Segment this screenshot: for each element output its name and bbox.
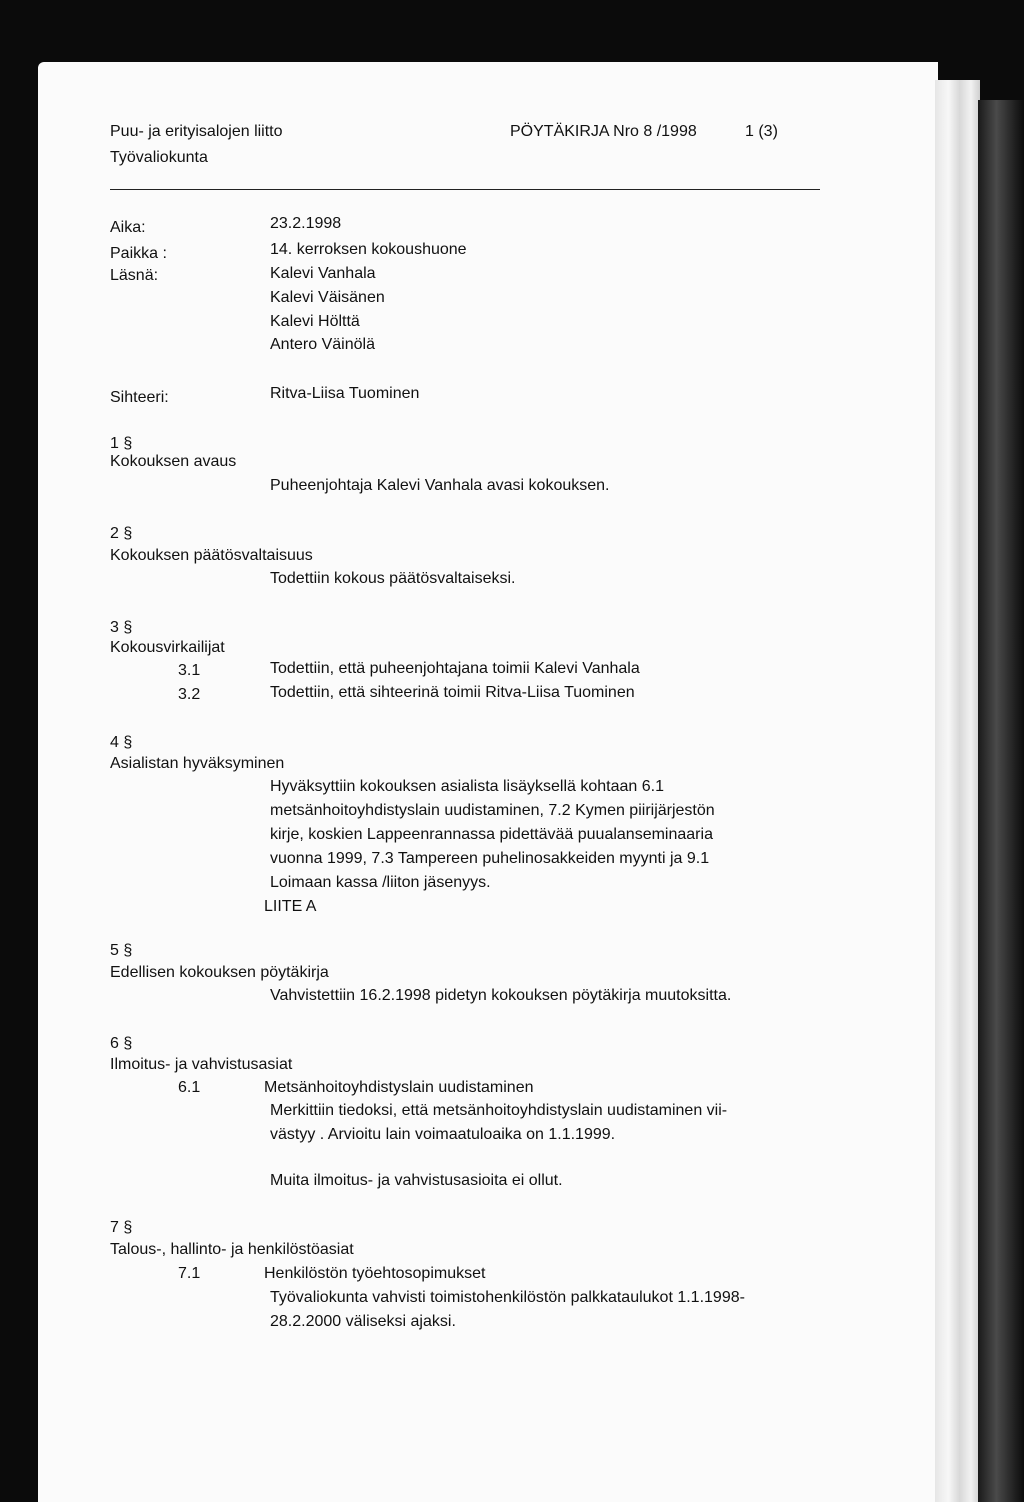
section-number: 1 § [110, 435, 133, 452]
place-value: 14. kerroksen kokoushuone [270, 241, 467, 258]
section-title: Kokouksen päätösvaltaisuus [110, 547, 313, 564]
section-number: 4 § [110, 734, 133, 751]
section-title: Talous-, hallinto- ja henkilöstöasiat [110, 1241, 354, 1258]
time-label: Aika: [110, 219, 146, 236]
section-text-line: vuonna 1999, 7.3 Tampereen puhelinosakkeiden myynti ja 9.1 [270, 850, 710, 867]
section-text-line: kirje, koskien Lappeenrannassa pidettävää puualanseminaaria [270, 826, 713, 843]
header-divider [110, 189, 820, 190]
present-member: Kalevi Vanhala [270, 265, 376, 282]
item-text: Todettiin, että puheenjohtajana toimii Kalevi Vanhala [270, 660, 640, 677]
page-stack-shadow [978, 100, 1024, 1502]
section-text-line: västyy . Arvioitu lain voimaatuloaika on 1.1.1999. [270, 1126, 616, 1143]
section-text: Vahvistettiin 16.2.1998 pidetyn kokouksen pöytäkirja muutoksitta. [270, 987, 732, 1004]
time-value: 23.2.1998 [270, 215, 342, 232]
secretary-value: Ritva-Liisa Tuominen [270, 385, 420, 402]
section-number: 3 § [110, 619, 133, 636]
page-number: 1 (3) [745, 123, 778, 140]
section-number: 6 § [110, 1035, 133, 1052]
item-title: Metsänhoitoyhdistyslain uudistaminen [264, 1079, 534, 1096]
section-text-line: Merkittiin tiedoksi, että metsänhoitoyhdistyslain uudistaminen vii- [270, 1102, 728, 1119]
section-text: Puheenjohtaja Kalevi Vanhala avasi kokouksen. [270, 477, 610, 494]
item-title: Henkilöstön työehtosopimukset [264, 1265, 486, 1282]
section-number: 7 § [110, 1219, 133, 1236]
org-name: Puu- ja erityisalojen liitto [110, 123, 283, 140]
section-title: Kokousvirkailijat [110, 639, 225, 656]
present-member: Antero Väinölä [270, 336, 375, 353]
section-text-line: metsänhoitoyhdistyslain uudistaminen, 7.2 Kymen piirijärjestön [270, 802, 715, 819]
section-text-line: 28.2.2000 väliseksi ajaksi. [270, 1313, 456, 1330]
item-number: 3.1 [178, 662, 201, 679]
section-text-line: Loimaan kassa /liiton jäsenyys. [270, 874, 491, 891]
item-number: 7.1 [178, 1265, 201, 1282]
section-text: Muita ilmoitus- ja vahvistusasioita ei ollut. [270, 1172, 563, 1189]
section-title: Edellisen kokouksen pöytäkirja [110, 964, 329, 981]
present-member: Kalevi Hölttä [270, 313, 360, 330]
section-number: 5 § [110, 942, 133, 959]
section-text-line: Hyväksyttiin kokouksen asialista lisäyksellä kohtaan 6.1 [270, 778, 664, 795]
section-title: Ilmoitus- ja vahvistusasiat [110, 1056, 293, 1073]
section-text: Todettiin kokous päätösvaltaiseksi. [270, 570, 516, 587]
item-text: Todettiin, että sihteerinä toimii Ritva-Liisa Tuominen [270, 684, 635, 701]
present-label: Läsnä: [110, 267, 159, 284]
document-title: PÖYTÄKIRJA Nro 8 /1998 [510, 123, 697, 140]
item-number: 3.2 [178, 686, 201, 703]
attachment-ref: LIITE A [264, 898, 317, 915]
page-stack-edge [935, 80, 980, 1502]
secretary-label: Sihteeri: [110, 389, 169, 406]
section-text-line: Työvaliokunta vahvisti toimistohenkilöstön palkkataulukot 1.1.1998- [270, 1289, 745, 1306]
place-label: Paikka : [110, 245, 167, 262]
section-number: 2 § [110, 525, 133, 542]
item-number: 6.1 [178, 1079, 201, 1096]
present-member: Kalevi Väisänen [270, 289, 385, 306]
section-title: Asialistan hyväksyminen [110, 755, 285, 772]
section-title: Kokouksen avaus [110, 453, 237, 470]
committee-name: Työvaliokunta [110, 149, 208, 166]
